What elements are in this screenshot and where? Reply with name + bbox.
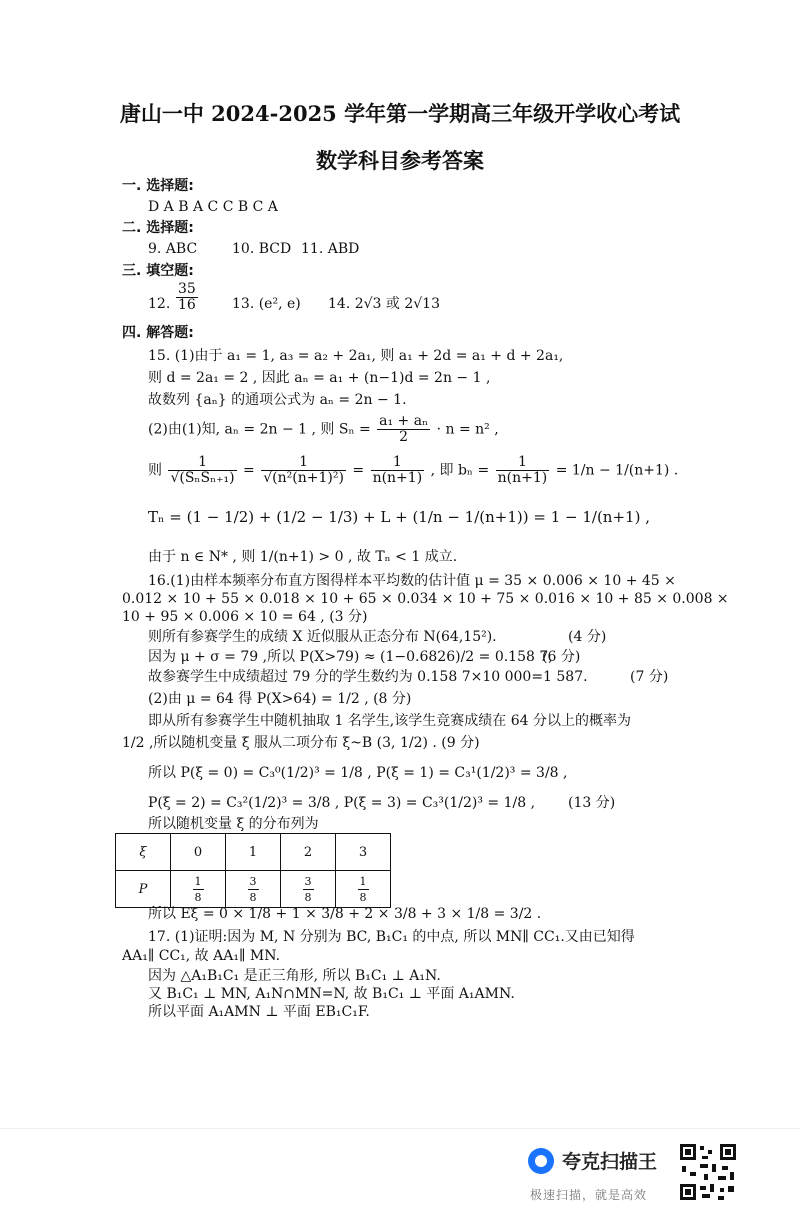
table-cell: ξ [116,834,171,871]
table-row [116,871,391,908]
fraction-numerator: 1 [359,874,367,888]
fraction-denominator: n(n+1) [497,470,548,486]
table-cell: P [116,871,171,908]
section-1-answers: D A B A C C B C A [148,199,278,215]
q16-line-1: 16.(1)由样本频率分布直方图得样本平均数的估计值 μ = 35 × 0.006 × 10 + 45 × [148,573,676,589]
fraction-denominator: 16 [178,297,196,313]
answer-13: 13. (e², e) [232,296,301,312]
q15-line-5-tail: = 1/n − 1/(n+1) . [555,462,679,479]
fraction-denominator: 8 [359,890,367,904]
table-cell [171,871,226,908]
q16-score-7: (7 分) [630,669,669,685]
fraction-denominator: 8 [304,890,312,904]
q16-line-7: (2)由 μ = 64 得 P(X>64) = 1/2 , (8 分) [148,691,412,707]
qr-code-icon [678,1142,738,1202]
q16-line-6: 故参赛学生中成绩超过 79 分的学生数约为 0.158 7×10 000=1 587. [148,669,588,685]
table-cell [336,871,391,908]
q15-line-1: 15. (1)由于 a₁ = 1, a₃ = a₂ + 2a₁, 则 a₁ + 2d = a₁ + d + 2a₁, [148,348,564,364]
table-cell [281,871,336,908]
page-subtitle: 数学科目参考答案 [316,148,484,173]
fraction-denominator: 8 [249,890,257,904]
q15-line-4-tail: · n = n² , [436,421,499,438]
brand-slogan: 极速扫描，就是高效 [530,1188,648,1202]
q15-line-7: 由于 n ∈ N* , 则 1/(n+1) > 0 , 故 Tₙ < 1 成立. [148,549,458,565]
fraction-numerator: 1 [168,455,236,471]
q16-line-2: 0.012 × 10 + 55 × 0.018 × 10 + 65 × 0.034 × 10 + 75 × 0.016 × 10 + 85 × 0.008 × [122,591,729,607]
section-1-heading: 一. 选择题: [122,178,194,194]
q15-line-5-mid: , 即 bₙ = [430,462,490,479]
answer-9: 9. ABC [148,241,198,257]
table-cell: 1 [226,834,281,871]
q15-line-5-text: 则 [148,462,162,479]
scanner-logo-icon [528,1148,554,1174]
answer-10: 10. BCD [232,241,292,257]
footer-divider [0,1128,800,1129]
fraction-denominator: √(SₙSₙ₊₁) [170,470,235,486]
q17-line-3: 因为 △A₁B₁C₁ 是正三角形, 所以 B₁C₁ ⊥ A₁N. [148,968,441,984]
q15-line-5: 则 $\frac{1}{\text{√(SₙSₙ₊₁)}}$ = $\frac{1}{\text{√(n²(n+1)²)}}$ = $\frac{1}{n(n+1)}$ , 即 bₙ = $\frac{1}{n(n+1)}$ = 1/n − 1/(n+1) . [148,454,679,486]
q17-line-4: 又 B₁C₁ ⊥ MN, A₁N∩MN=N, 故 B₁C₁ ⊥ 平面 A₁AMN. [148,986,515,1002]
answer-12: 12. [148,296,171,312]
q15-line-6: Tₙ = (1 − 1/2) + (1/2 − 1/3) + L + (1/n − 1/(n+1)) = 1 − 1/(n+1) , [148,508,650,526]
fraction-numerator: 1 [261,455,346,471]
answer-11: 11. ABD [301,241,360,257]
section-2-heading: 二. 选择题: [122,220,194,236]
table-cell: 0 [171,834,226,871]
fraction-numerator: 1 [496,455,550,471]
fraction-denominator: √(n²(n+1)²) [263,470,344,486]
fraction-denominator: n(n+1) [372,470,423,486]
answer-14: 14. 2√3 或 2√13 [328,296,440,312]
table-row [116,834,391,871]
q16-score-13: (13 分) [568,795,616,811]
q15-line-4-text: (2)由(1)知, aₙ = 2n − 1 , 则 Sₙ = [148,421,371,438]
page-title: 唐山一中 2024-2025 学年第一学期高三年级开学收心考试 [119,101,681,126]
fraction-denominator: 2 [399,429,409,445]
fraction-numerator: 35 [178,281,196,297]
q16-score-4: (4 分) [568,629,607,645]
table-cell [226,871,281,908]
q16-line-9: 1/2 ,所以随机变量 ξ 服从二项分布 ξ~B (3, 1/2) . (9 分) [122,735,480,751]
q16-line-4: 则所有参赛学生的成绩 X 近似服从正态分布 N(64,15²). [148,629,497,645]
section-4-heading: 四. 解答题: [122,325,194,341]
q17-line-2: AA₁∥ CC₁, 故 AA₁∥ MN. [122,948,281,964]
fraction-numerator: a₁ + aₙ [379,413,429,429]
q16-line-3: 10 + 95 × 0.006 × 10 = 64 , (3 分) [122,609,368,625]
scanner-brand [528,1147,657,1174]
table-cell: 2 [281,834,336,871]
q16-line-8: 即从所有参赛学生中随机抽取 1 名学生,该学生竞赛成绩在 64 分以上的概率为 [148,713,631,729]
q16-score-6: (6 分) [542,649,581,665]
q16-line-5: 因为 μ + σ = 79 ,所以 P(X>79) ≈ (1−0.6826)/2 = 0.158 7, [148,649,553,665]
q16-line-13: 所以 Eξ = 0 × 1/8 + 1 × 3/8 + 2 × 3/8 + 3 × 1/8 = 3/2 . [148,906,542,922]
distribution-table [115,833,391,908]
q16-line-10: 所以 P(ξ = 0) = C₃⁰(1/2)³ = 1/8 , P(ξ = 1) = C₃¹(1/2)³ = 3/8 , [148,765,568,781]
q17-line-5: 所以平面 A₁AMN ⊥ 平面 EB₁C₁F. [148,1004,370,1020]
fraction-numerator: 3 [304,874,312,888]
fraction-numerator: 1 [371,455,425,471]
fraction-numerator: 3 [249,874,257,888]
q15-line-3: 故数列 {aₙ} 的通项公式为 aₙ = 2n − 1. [148,392,407,408]
q17-line-1: 17. (1)证明:因为 M, N 分别为 BC, B₁C₁ 的中点, 所以 MN∥ CC₁.又由已知得 [148,929,635,945]
fraction-denominator: 8 [194,890,202,904]
brand-name: 夸克扫描王 [562,1151,658,1173]
answer-12-fraction [174,282,200,313]
q15-line-4 [148,414,499,445]
q16-line-11: P(ξ = 2) = C₃²(1/2)³ = 3/8 , P(ξ = 3) = C₃³(1/2)³ = 1/8 , [148,795,536,811]
q16-line-12: 所以随机变量 ξ 的分布列为 [148,816,319,832]
fraction-numerator: 1 [194,874,202,888]
q15-line-2: 则 d = 2a₁ = 2 , 因此 aₙ = a₁ + (n−1)d = 2n − 1 , [148,370,491,386]
table-cell: 3 [336,834,391,871]
section-3-heading: 三. 填空题: [122,263,194,279]
